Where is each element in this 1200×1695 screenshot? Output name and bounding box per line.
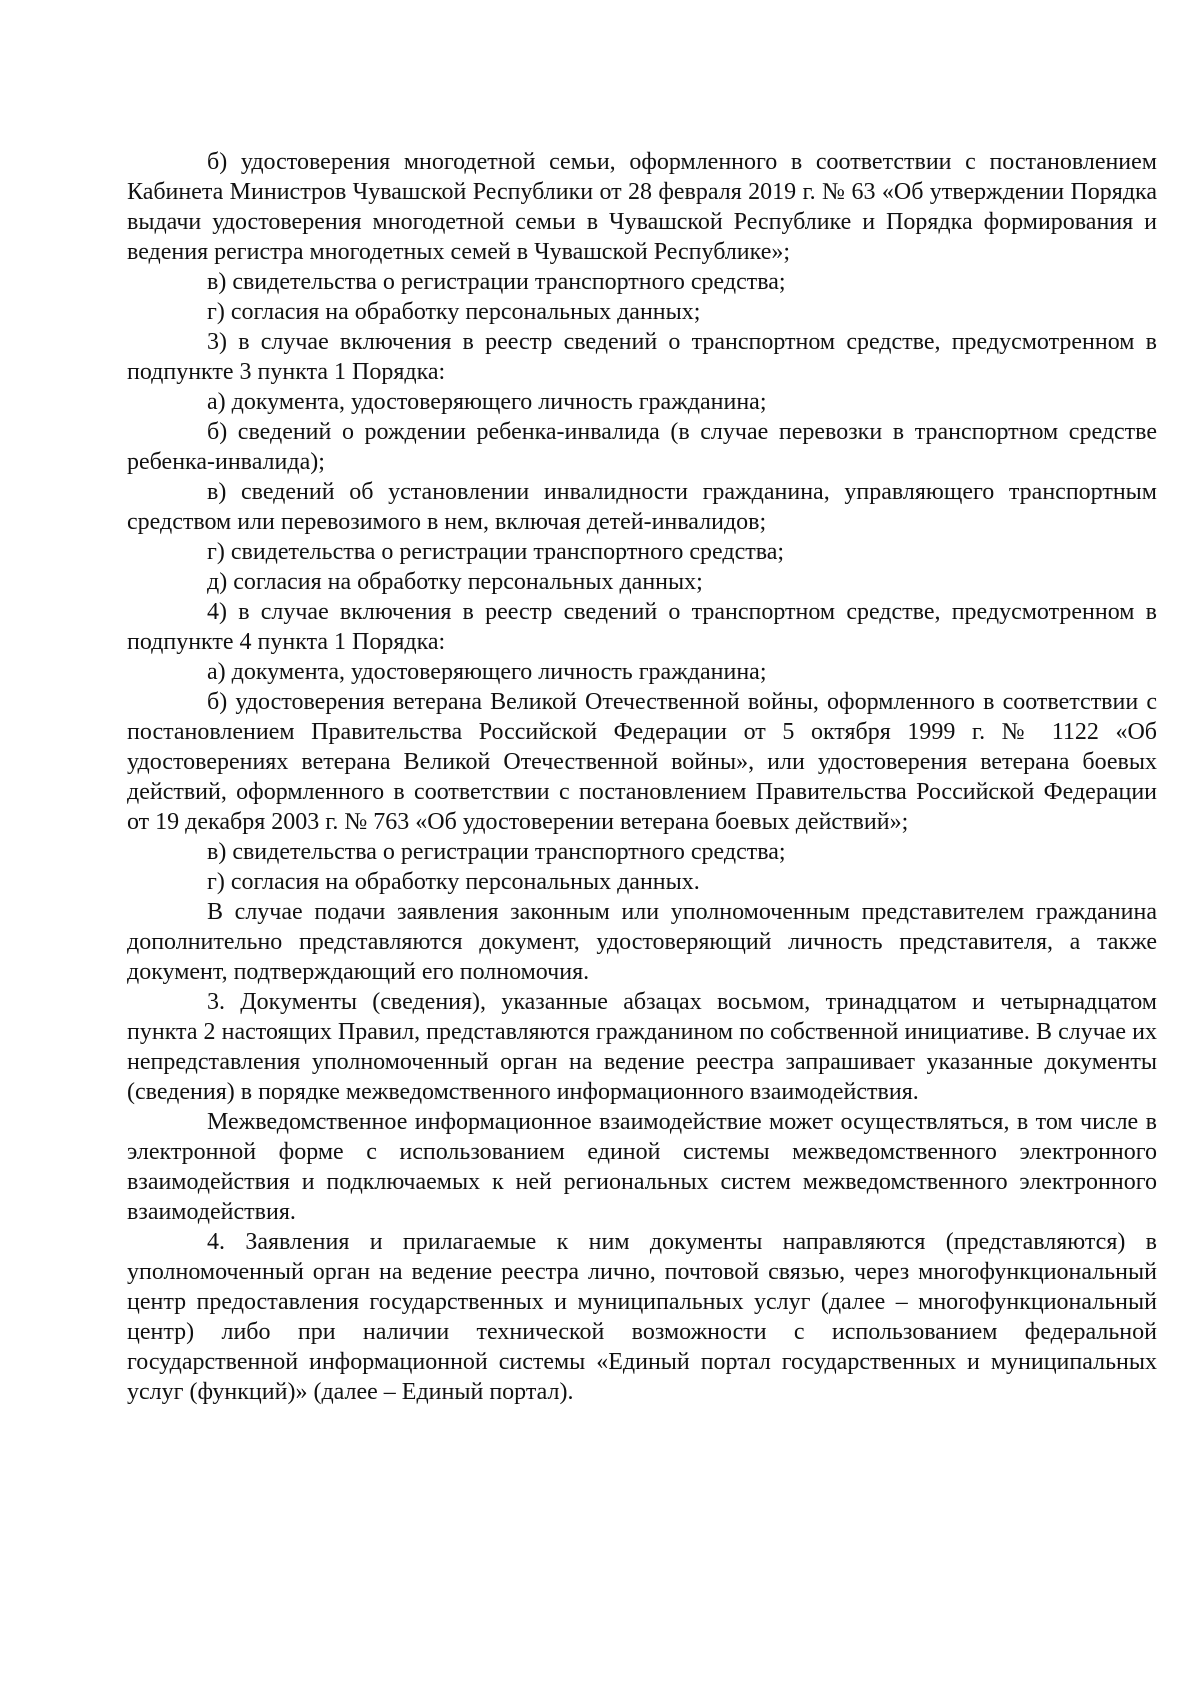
paragraph: г) согласия на обработку персональных данных. — [207, 869, 700, 895]
paragraph: В случае подачи заявления законным или уполномоченным представителем гражданина дополнительно представляются документ, удостоверяющий личность представителя, а также документ, подтверждающий его полномочия. — [127, 899, 1157, 985]
paragraph: в) свидетельства о регистрации транспортного средства; — [207, 839, 786, 865]
paragraph: 4) в случае включения в реестр сведений о транспортном средстве, предусмотренном в подпункте 4 пункта 1 Порядка: — [127, 599, 1157, 655]
paragraph: г) согласия на обработку персональных данных; — [207, 299, 701, 325]
paragraph: 3. Документы (сведения), указанные абзацах восьмом, тринадцатом и четырнадцатом пункта 2 настоящих Правил, представляются гражданином по собственной инициативе. В случае их непредставления уполномоченный орган на ведение реестра запрашивает указанные документы (сведения) в порядке межведомственного информационного взаимодействия. — [127, 989, 1157, 1105]
paragraph: в) свидетельства о регистрации транспортного средства; — [207, 269, 786, 295]
paragraph: 4. Заявления и прилагаемые к ним документы направляются (представляются) в уполномоченный орган на ведение реестра лично, почтовой связью, через многофункциональный центр предоставления государственных и муниципальных услуг (далее – многофункциональный центр) либо при наличии технической возможности с использованием федеральной государственной информационной системы «Единый портал государственных и муниципальных услуг (функций)» (далее – Единый портал). — [127, 1229, 1157, 1405]
paragraph: б) удостоверения многодетной семьи, оформленного в соответствии с постановлением Кабинета Министров Чувашской Республики от 28 февраля 2019 г. № 63 «Об утверждении Порядка выдачи удостоверения многодетной семьи в Чувашской Республике и Порядка формирования и ведения регистра многодетных семей в Чувашской Республике»; — [127, 149, 1157, 265]
paragraph: 3) в случае включения в реестр сведений о транспортном средстве, предусмотренном в подпункте 3 пункта 1 Порядка: — [127, 329, 1157, 385]
paragraph: б) сведений о рождении ребенка-инвалида (в случае перевозки в транспортном средстве ребенка-инвалида); — [127, 419, 1157, 475]
paragraph: а) документа, удостоверяющего личность гражданина; — [207, 659, 767, 685]
paragraph: г) свидетельства о регистрации транспортного средства; — [207, 539, 785, 565]
paragraph: в) сведений об установлении инвалидности гражданина, управляющего транспортным средством или перевозимого в нем, включая детей-инвалидов; — [127, 479, 1157, 535]
paragraph: а) документа, удостоверяющего личность гражданина; — [207, 389, 767, 415]
paragraph: Межведомственное информационное взаимодействие может осуществляться, в том числе в электронной форме с использованием единой системы межведомственного электронного взаимодействия и подключаемых к ней региональных систем межведомственного электронного взаимодействия. — [127, 1109, 1157, 1225]
paragraph: д) согласия на обработку персональных данных; — [207, 569, 703, 595]
paragraph: б) удостоверения ветерана Великой Отечественной войны, оформленного в соответствии с постановлением Правительства Российской Федерации от 5 октября 1999 г. № 1122 «Об удостоверениях ветерана Великой Отечественной войны», или удостоверения ветерана боевых действий, оформленного в соответствии с постановлением Правительства Российской Федерации от 19 декабря 2003 г. № 763 «Об удостоверении ветерана боевых действий»; — [127, 689, 1157, 835]
document-body — [127, 147, 1157, 1407]
